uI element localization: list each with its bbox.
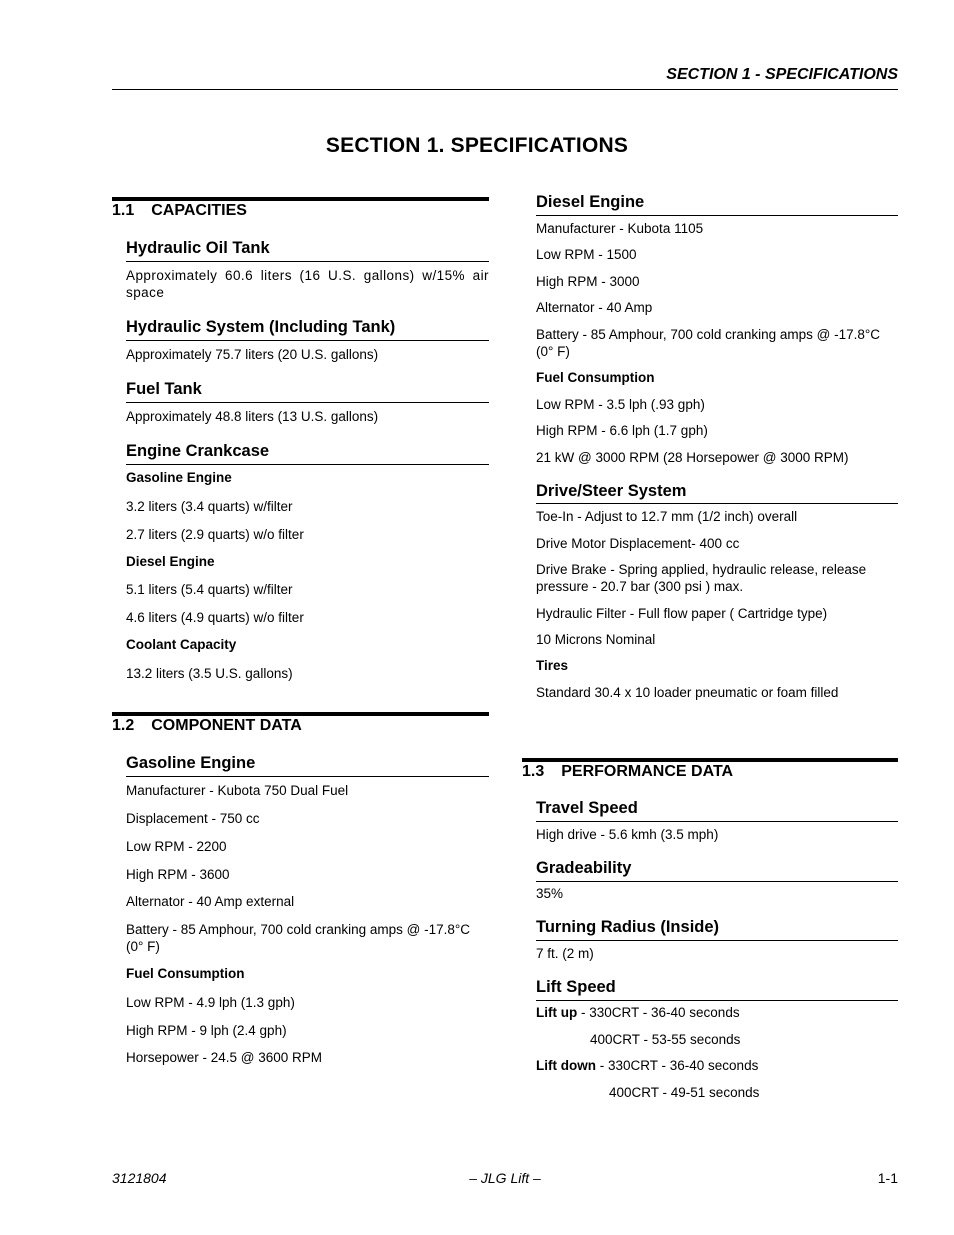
subheading-travel-speed: Travel Speed [536,799,638,817]
gasoline-horsepower: Horsepower - 24.5 @ 3600 RPM [126,1050,323,1065]
subheading-gasoline-engine: Gasoline Engine [126,754,256,772]
section-bar-component-data [112,712,489,716]
crankcase-diesel-without-filter: 4.6 liters (4.9 quarts) w/o filter [126,610,304,625]
drive-toe-in: Toe-In - Adjust to 12.7 mm (1/2 inch) overall [536,509,798,524]
footer-center: – JLG Lift – [469,1170,541,1186]
gasoline-manufacturer: Manufacturer - Kubota 750 Dual Fuel [126,783,349,798]
lift-up-label: Lift up [536,1005,578,1020]
coolant-capacity-text: 13.2 liters (3.5 U.S. gallons) [126,666,293,681]
diesel-low-rpm: Low RPM - 1500 [536,247,637,262]
section-title: CAPACITIES [151,202,247,219]
lift-up-value: - 330CRT - 36-40 seconds [577,1005,740,1020]
lift-down-label: Lift down [536,1058,596,1073]
crankcase-diesel-with-filter: 5.1 liters (5.4 quarts) w/filter [126,582,293,597]
gasoline-battery: Battery - 85 Amphour, 700 cold cranking amps @ -17.8°C (0° F) [126,922,471,954]
drive-brake: Drive Brake - Spring applied, hydraulic release, release pressure - 20.7 bar (300 psi ) max. [536,562,867,594]
turning-radius-text: 7 ft. (2 m) [536,946,594,961]
gasoline-engine-label: Gasoline Engine [126,470,232,485]
crankcase-gasoline-without-filter: 2.7 liters (2.9 quarts) w/o filter [126,527,304,542]
diesel-power: 21 kW @ 3000 RPM (28 Horsepower @ 3000 RPM) [536,450,849,465]
tires-text: Standard 30.4 x 10 loader pneumatic or foam filled [536,685,839,700]
gasoline-high-rpm: High RPM - 3600 [126,867,230,882]
diesel-manufacturer: Manufacturer - Kubota 1105 [536,221,704,236]
lift-up-line [536,1004,898,1021]
hydraulic-filter: Hydraulic Filter - Full flow paper ( Cartridge type) [536,606,828,621]
subheading-rule [536,1000,898,1001]
hydraulic-oil-tank-text: Approximately 60.6 liters (16 U.S. gallons) w/15% air space [126,268,489,300]
section-number: 1.3 [522,763,545,780]
gradeability-text: 35% [536,886,564,901]
running-header: SECTION 1 - SPECIFICATIONS [666,66,898,83]
section-heading-performance-data [522,763,733,781]
diesel-fuel-high: High RPM - 6.6 lph (1.7 gph) [536,423,708,438]
fuel-tank-text: Approximately 48.8 liters (13 U.S. gallons) [126,409,379,424]
subheading-lift-speed: Lift Speed [536,978,616,996]
filter-microns: 10 Microns Nominal [536,632,656,647]
coolant-capacity-label: Coolant Capacity [126,637,237,652]
footer-page-number: 1-1 [877,1170,898,1186]
gasoline-alternator: Alternator - 40 Amp external [126,894,295,909]
diesel-high-rpm: High RPM - 3000 [536,274,640,289]
subheading-fuel-tank: Fuel Tank [126,380,202,398]
subheading-rule [126,402,489,403]
subheading-rule [126,261,489,262]
section-title: COMPONENT DATA [151,717,302,734]
drive-motor-displacement: Drive Motor Displacement- 400 cc [536,536,740,551]
subheading-gradeability: Gradeability [536,859,632,877]
gasoline-fuel-low: Low RPM - 4.9 lph (1.3 gph) [126,995,295,1010]
subheading-rule [126,776,489,777]
tires-label: Tires [536,658,569,673]
subheading-hydraulic-oil-tank: Hydraulic Oil Tank [126,239,270,257]
subheading-hydraulic-system: Hydraulic System (Including Tank) [126,318,396,336]
diesel-battery: Battery - 85 Amphour, 700 cold cranking amps @ -17.8°C (0° F) [536,327,881,359]
lift-down-value: - 330CRT - 36-40 seconds [595,1058,759,1073]
hydraulic-system-text: Approximately 75.7 liters (20 U.S. gallons) [126,347,379,362]
subheading-rule [126,340,489,341]
diesel-alternator: Alternator - 40 Amp [536,300,653,315]
page-title: SECTION 1. SPECIFICATIONS [325,134,629,157]
subheading-engine-crankcase: Engine Crankcase [126,442,270,460]
diesel-fuel-low: Low RPM - 3.5 lph (.93 gph) [536,397,705,412]
section-bar-performance-data [522,758,898,762]
section-heading-component-data [112,717,302,735]
subheading-rule [126,464,489,465]
gasoline-displacement: Displacement - 750 cc [126,811,260,826]
subheading-rule [536,881,898,882]
section-number: 1.1 [112,202,135,219]
lift-up-400crt: 400CRT - 53-55 seconds [590,1032,741,1047]
subheading-rule [536,503,898,504]
section-bar-capacities [112,197,489,201]
gasoline-fuel-high: High RPM - 9 lph (2.4 gph) [126,1023,287,1038]
footer-doc-number: 3121804 [112,1170,167,1186]
subheading-drive-steer: Drive/Steer System [536,482,687,500]
diesel-engine-label: Diesel Engine [126,554,215,569]
subheading-diesel-engine: Diesel Engine [536,193,645,211]
travel-speed-text: High drive - 5.6 kmh (3.5 mph) [536,827,719,842]
section-heading-capacities [112,202,247,220]
lift-down-line [536,1057,898,1074]
lift-down-400crt: 400CRT - 49-51 seconds [609,1085,760,1100]
subheading-rule [536,940,898,941]
gasoline-low-rpm: Low RPM - 2200 [126,839,227,854]
subheading-turning-radius: Turning Radius (Inside) [536,918,720,936]
subheading-rule [536,821,898,822]
section-number: 1.2 [112,717,135,734]
diesel-fuel-consumption-label: Fuel Consumption [536,370,655,385]
subheading-rule [536,215,898,216]
crankcase-gasoline-with-filter: 3.2 liters (3.4 quarts) w/filter [126,499,293,514]
section-title: PERFORMANCE DATA [561,763,734,780]
gasoline-fuel-consumption-label: Fuel Consumption [126,966,245,981]
header-rule [112,89,898,90]
